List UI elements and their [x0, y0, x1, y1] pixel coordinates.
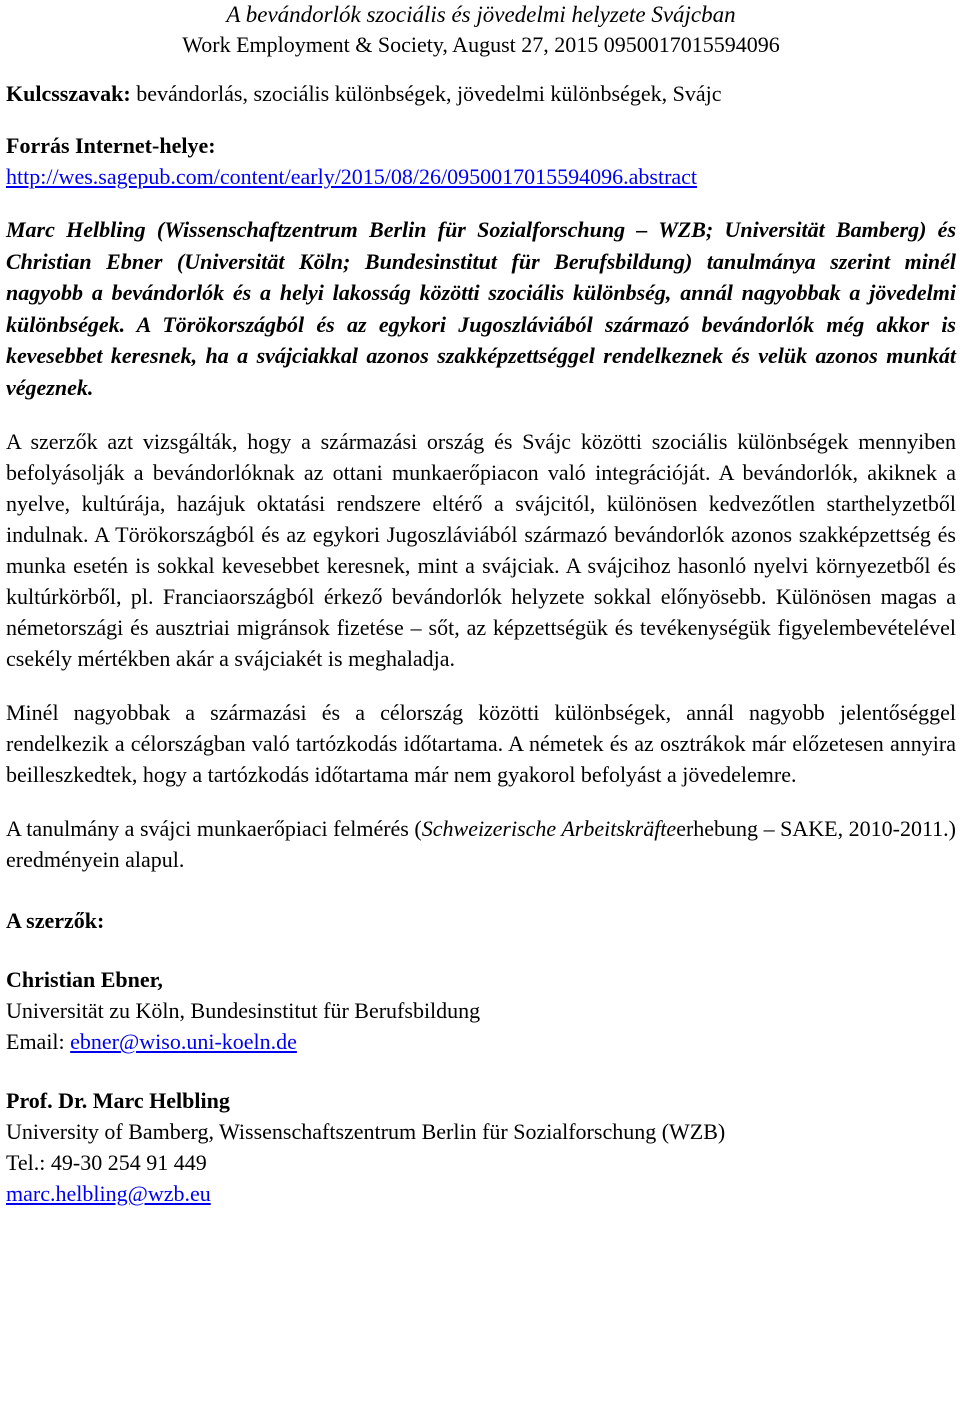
keywords-value: bevándorlás, szociális különbségek, jövedelmi különbségek, Svájc: [130, 81, 722, 106]
authors-heading: A szerzők:: [6, 908, 105, 933]
source-label: Forrás Internet-helye:: [6, 133, 216, 158]
author-ebner-email-link[interactable]: ebner@wiso.uni-koeln.de: [70, 1029, 297, 1054]
abstract-paragraph: Marc Helbling (Wissenschaftzentrum Berlin für Sozialforschung – WZB; Universität Bamberg) és Christian Ebner (Universität Köln; Bundesinstitut für Berufsbildung) tanulmánya szerint minél nagyobb a bevándorlók és a helyi lakosság közötti szociális különbség, annál nagyobbak a jövedelmi különbségek. A Törökországból és az egykori Jugoszláviából származó bevándorlók még akkor is kevesebbet keresnek, ha a svájciakkal azonos szakképzettséggel rendelkeznek és velük azonos munkát végeznek.: [6, 217, 956, 400]
source-block: [6, 130, 956, 192]
paragraph-3-start: A tanulmány a svájci munkaerőpiaci felmérés (: [6, 816, 422, 841]
keywords-label: Kulcsszavak:: [6, 81, 131, 106]
author-ebner-affiliation: Universität zu Köln, Bundesinstitut für Berufsbildung: [6, 998, 481, 1023]
citation-line: Work Employment & Society, August 27, 2015 0950017015594096: [182, 32, 780, 57]
author-helbling-name: Prof. Dr. Marc Helbling: [6, 1088, 230, 1113]
body-paragraph-3: [6, 813, 956, 875]
body-paragraph-1: A szerzők azt vizsgálták, hogy a származási ország és Svájc közötti szociális különbségek mennyiben befolyásolják a bevándorlóknak az ottani munkaerőpiacon való integrációját. A bevándorlók, akiknek a nyelve, kultúrája, hazájuk oktatási rendszere eltérő a svájcitól, különösen kedvezőtlen starthelyzetből indulnak. A Törökországból és az egykori Jugoszláviából származó bevándorlók azonos szakképzettség és munka esetén is sokkal kevesebbet keresnek, mint a svájciak. A svájcihoz hasonló nyelvi környezetből és kultúrkörből, pl. Franciaországból érkező bevándorlók helyzete sokkal előnyösebb. Különösen magas a németországi és ausztriai migránsok fizetése – sőt, az képzettségük és tevékenységük figyelembevételével csekély mértékben akár a svájciakét is meghaladja.: [6, 429, 956, 671]
author-helbling-tel: Tel.: 49-30 254 91 449: [6, 1150, 207, 1175]
document-page: [6, 0, 956, 1209]
author-helbling-email-line: [6, 1178, 956, 1209]
author-ebner-email-line: [6, 1026, 956, 1057]
paragraph-3-end: erhebung – SAKE, 2010-2011.) eredményein alapul.: [6, 816, 957, 872]
keywords-line: [6, 78, 956, 109]
source-url-link[interactable]: http://wes.sagepub.com/content/early/2015/08/26/0950017015594096.abstract: [6, 164, 698, 189]
paragraph-3-italic: Schweizerische Arbeitskräfte: [421, 816, 677, 841]
document-title: A bevándorlók szociális és jövedelmi helyzete Svájcban: [226, 2, 736, 27]
body-paragraph-2: Minél nagyobbak a származási és a célország közötti különbségek, annál nagyobb jelentőséggel rendelkezik a célországban való tartózkodás időtartama. A németek és az osztrákok már előzetesen annyira beilleszkedtek, hogy a tartózkodás időtartama már nem gyakorol befolyást a jövedelemre.: [6, 700, 956, 787]
email-label: Email:: [6, 1029, 71, 1054]
author-helbling-affiliation: University of Bamberg, Wissenschaftszentrum Berlin für Sozialforschung (WZB): [6, 1119, 726, 1144]
author-ebner: [6, 964, 956, 1057]
author-helbling: [6, 1085, 956, 1209]
author-ebner-name: Christian Ebner,: [6, 967, 163, 992]
document-header: [6, 0, 956, 60]
author-helbling-email-link[interactable]: marc.helbling@wzb.eu: [6, 1181, 211, 1206]
